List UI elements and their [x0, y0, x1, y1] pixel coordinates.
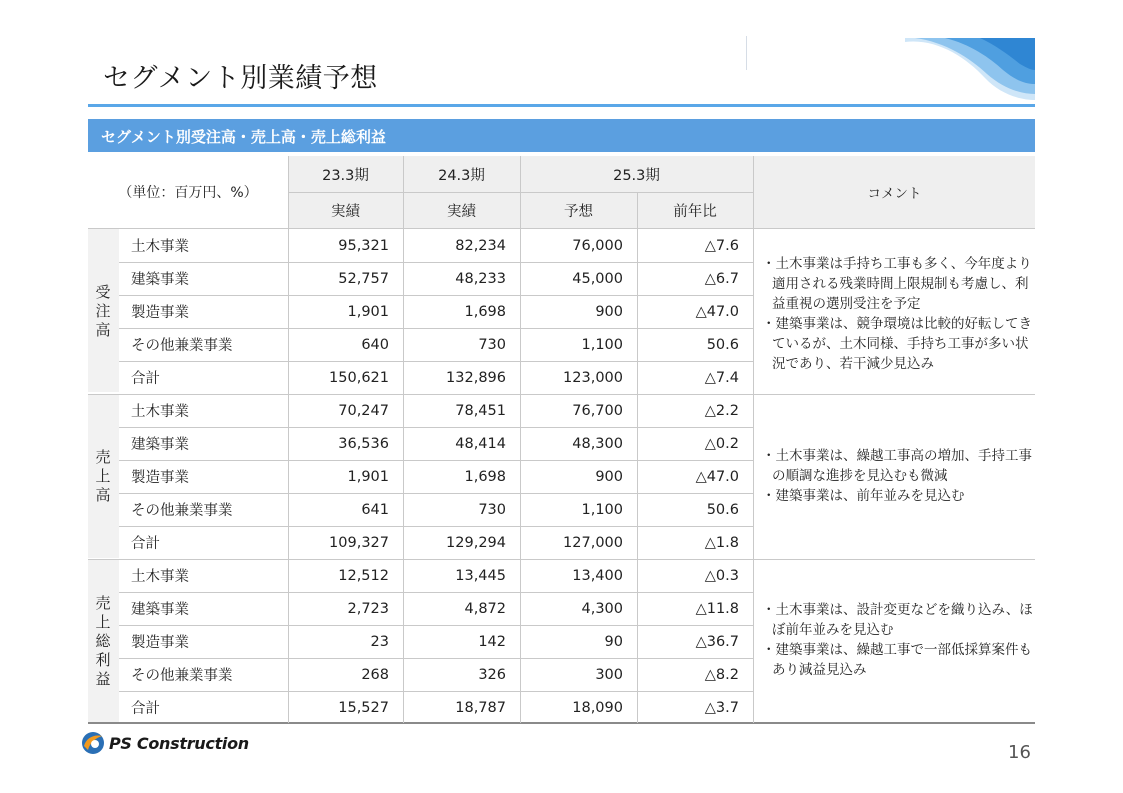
group-label-sales: 売 上 高	[95, 448, 111, 504]
comment-sales: ・土木事業は、繰越工事高の増加、手持工事の順調な進捗を見込むも微減 ・建築事業は、前年並みを見込む	[762, 448, 1032, 504]
row-label: その他兼業事業	[131, 503, 233, 519]
value-24: 326	[478, 666, 506, 683]
row-label: 合計	[131, 536, 160, 552]
value-25: 45,000	[572, 270, 623, 287]
row-label: 製造事業	[131, 470, 189, 486]
value-25: 48,300	[572, 435, 623, 452]
header-divider	[746, 36, 747, 70]
ps-logo-icon	[80, 730, 106, 756]
value-yoy: △2.2	[704, 402, 739, 419]
value-yoy: △7.6	[704, 237, 739, 254]
row-label: その他兼業事業	[131, 668, 233, 684]
sub-actual-24: 実績	[447, 203, 476, 220]
value-23: 109,327	[329, 534, 389, 551]
value-yoy: 50.6	[706, 501, 739, 518]
value-24: 730	[478, 501, 506, 518]
value-25: 123,000	[563, 369, 623, 386]
row-label: 製造事業	[131, 305, 189, 321]
unit-label: （単位：百万円、%）	[118, 185, 258, 201]
value-yoy: △0.3	[704, 567, 739, 584]
value-24: 1,698	[464, 303, 506, 320]
value-23: 640	[361, 336, 389, 353]
value-25: 90	[604, 633, 623, 650]
period-24: 24.3期	[438, 167, 485, 184]
group-label-orders: 受 注 高	[95, 283, 111, 339]
value-23: 52,757	[338, 270, 389, 287]
value-25: 18,090	[572, 699, 623, 716]
row-label: 建築事業	[131, 602, 189, 618]
value-25: 900	[595, 468, 623, 485]
value-yoy: △7.4	[704, 369, 739, 386]
value-23: 268	[361, 666, 389, 683]
value-yoy: △47.0	[695, 303, 739, 320]
sub-yoy-25: 前年比	[673, 203, 717, 220]
value-24: 78,451	[455, 402, 506, 419]
row-label: 合計	[131, 701, 160, 717]
row-label: 建築事業	[131, 272, 189, 288]
value-23: 36,536	[338, 435, 389, 452]
value-24: 129,294	[446, 534, 506, 551]
value-yoy: △11.8	[695, 600, 739, 617]
value-24: 730	[478, 336, 506, 353]
value-25: 127,000	[563, 534, 623, 551]
value-23: 641	[361, 501, 389, 518]
row-label: 製造事業	[131, 635, 189, 651]
value-yoy: △6.7	[704, 270, 739, 287]
value-yoy: △0.2	[704, 435, 739, 452]
row-label: 土木事業	[131, 404, 189, 420]
wave-decoration	[905, 38, 1035, 102]
row-label: その他兼業事業	[131, 338, 233, 354]
value-24: 4,872	[464, 600, 506, 617]
value-24: 1,698	[464, 468, 506, 485]
row-label: 合計	[131, 371, 160, 387]
value-yoy: △36.7	[695, 633, 739, 650]
value-25: 4,300	[581, 600, 623, 617]
row-label: 土木事業	[131, 569, 189, 585]
company-logo	[80, 730, 249, 756]
value-25: 13,400	[572, 567, 623, 584]
page-number: 16	[1008, 742, 1031, 763]
period-25: 25.3期	[613, 167, 660, 184]
value-23: 70,247	[338, 402, 389, 419]
value-24: 142	[478, 633, 506, 650]
logo-text: PS Construction	[109, 733, 249, 753]
value-yoy: △1.8	[704, 534, 739, 551]
value-yoy: △3.7	[704, 699, 739, 716]
value-yoy: △8.2	[704, 666, 739, 683]
sub-actual-23: 実績	[331, 203, 360, 220]
value-24: 13,445	[455, 567, 506, 584]
value-25: 1,100	[581, 336, 623, 353]
group-label-gross-profit: 売 上 総 利 益	[95, 594, 111, 688]
value-23: 150,621	[329, 369, 389, 386]
section-title: セグメント別受注高・売上高・売上総利益	[88, 119, 1035, 152]
sub-forecast-25: 予想	[564, 203, 593, 220]
value-25: 300	[595, 666, 623, 683]
value-23: 23	[370, 633, 389, 650]
title-underline	[88, 104, 1035, 107]
comment-orders: ・土木事業は手持ち工事も多く、今年度より適用される残業時間上限規制も考慮し、利益重視の選別受注を予定 ・建築事業は、競争環境は比較的好転してきているが、土木同様、手持ち工事が多い状況であり、若干減少見込み	[762, 256, 1032, 372]
page-title: セグメント別業績予想	[103, 63, 378, 94]
value-23: 95,321	[338, 237, 389, 254]
value-23: 1,901	[347, 468, 389, 485]
value-yoy: 50.6	[706, 336, 739, 353]
segment-table	[88, 156, 1035, 723]
value-24: 18,787	[455, 699, 506, 716]
row-label: 建築事業	[131, 437, 189, 453]
value-yoy: △47.0	[695, 468, 739, 485]
value-23: 12,512	[338, 567, 389, 584]
period-23: 23.3期	[322, 167, 369, 184]
value-23: 1,901	[347, 303, 389, 320]
value-24: 48,233	[455, 270, 506, 287]
value-23: 15,527	[338, 699, 389, 716]
value-24: 132,896	[446, 369, 506, 386]
value-25: 1,100	[581, 501, 623, 518]
row-label: 土木事業	[131, 239, 189, 255]
value-25: 76,000	[572, 237, 623, 254]
value-24: 48,414	[455, 435, 506, 452]
value-25: 76,700	[572, 402, 623, 419]
value-25: 900	[595, 303, 623, 320]
value-23: 2,723	[347, 600, 389, 617]
comment-header: コメント	[867, 186, 922, 202]
comment-gross-profit: ・土木事業は、設計変更などを織り込み、ほぼ前年並みを見込む ・建築事業は、繰越工事で一部低採算案件もあり減益見込み	[762, 602, 1033, 678]
value-24: 82,234	[455, 237, 506, 254]
